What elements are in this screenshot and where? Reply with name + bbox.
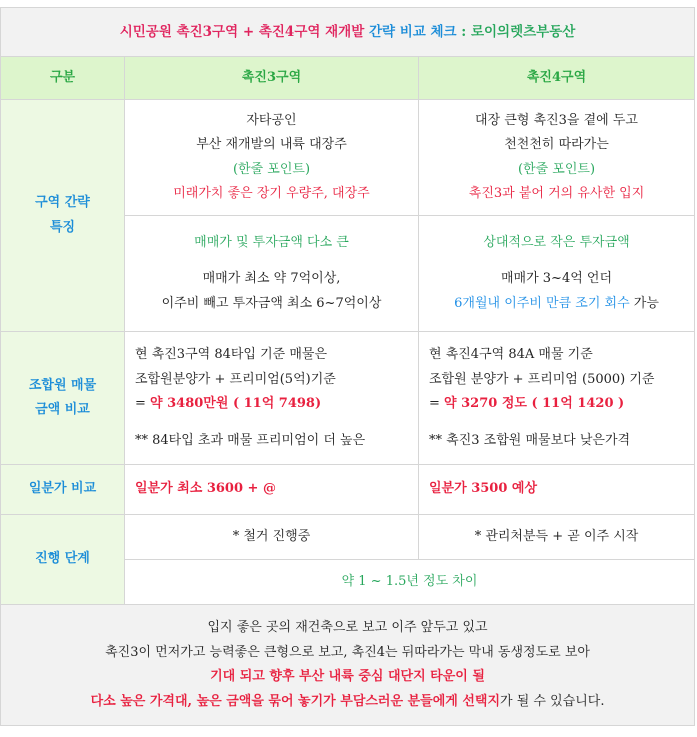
zone4-invest-rest: 가능	[629, 295, 659, 311]
zone3-price-line2: 조합원분양가 + 프리미엄(5억)기준	[135, 371, 336, 387]
zone4-feature-top	[419, 100, 695, 216]
spacer	[125, 255, 418, 267]
zone4-feature-bottom	[419, 216, 695, 332]
zone4-price-note: ** 촉진3 조합원 매물보다 낮은가격	[429, 432, 631, 448]
zone3-price-value: 약 3480만원 ( 11억 7498)	[150, 396, 322, 411]
footer-line3: 기대 되고 향후 부산 내륙 중심 대단지 타운이 될	[210, 669, 485, 684]
row-label-general: 일분가 비교	[1, 465, 125, 515]
title-part2: 간략 비교 체크	[368, 23, 457, 40]
price-label-line1: 조합원 매물	[28, 377, 97, 393]
zone3-feature-bottom	[125, 216, 419, 332]
zone3-invest-line3: 이주비 빼고 투자금액 최소 6~7억이상	[161, 295, 382, 311]
zone4-price	[419, 332, 695, 465]
zone4-invest-line2: 매매가 3~4억 언더	[500, 271, 613, 287]
zone4-price-eq: =	[429, 396, 445, 411]
spacer	[135, 417, 418, 429]
zone3-invest-line2: 매매가 최소 약 7억이상,	[202, 271, 341, 287]
header-zone4: 촉진4구역	[419, 57, 695, 100]
progress-gap: 약 1 ~ 1.5년 정도 차이	[125, 560, 695, 605]
zone3-feature-line2: 부산 재개발의 내륙 대장주	[196, 137, 347, 152]
footer-line4	[1, 690, 694, 715]
zone3-feature-point-label: (한줄 포인트)	[232, 161, 311, 177]
zone4-progress: * 관리처분득 + 곧 이주 시작	[419, 515, 695, 560]
zone4-price-line2: 조합원 분양가 + 프리미엄 (5000) 기준	[429, 371, 655, 387]
zone3-price-eq: =	[135, 396, 151, 411]
table-title	[1, 8, 695, 57]
summary-footer	[1, 605, 695, 726]
zone4-invest-highlight: 6개월내 이주비 만큼 조기 회수	[454, 295, 630, 311]
zone4-feature-line1: 대장 큰형 촉진3을 곁에 두고	[475, 112, 638, 128]
feature-label-line1: 구역 간략	[35, 195, 90, 210]
header-category: 구분	[1, 57, 125, 100]
zone3-general-price: 일분가 최소 3600 + @	[125, 465, 419, 515]
zone4-feature-point: 촉진3과 붙어 거의 유사한 입지	[468, 186, 645, 201]
footer-line2: 촉진3이 먼저가고 능력좋은 큰형으로 보고, 촉진4는 뒤따라가는 막내 동생정도로 보아	[105, 644, 590, 660]
spacer	[419, 255, 694, 267]
zone4-feature-point-label: (한줄 포인트)	[517, 161, 596, 177]
zone3-feature-point: 미래가치 좋은 장기 우량주, 대장주	[173, 186, 370, 201]
zone4-general-price: 일분가 3500 예상	[419, 465, 695, 515]
footer-line4-highlight: 다소 높은 가격대, 높은 금액을 묶어 놓기가 부담스러운 분들에게 선택지	[90, 693, 501, 709]
zone3-progress: * 철거 진행중	[125, 515, 419, 560]
footer-line4-rest: 가 될 수 있습니다.	[500, 693, 605, 709]
zone4-invest-line3	[419, 292, 694, 317]
row-label-feature	[1, 100, 125, 332]
zone3-price	[125, 332, 419, 465]
zone3-price-note: ** 84타입 초과 매물 프리미엄이 더 높은	[135, 432, 366, 448]
zone4-feature-line2: 천천천히 따라가는	[504, 137, 609, 152]
header-zone3: 촉진3구역	[125, 57, 419, 100]
zone4-price-line3	[429, 392, 694, 417]
zone3-feature-top	[125, 100, 419, 216]
footer-line1: 입지 좋은 곳의 재건축으로 보고 이주 앞두고 있고	[207, 620, 488, 635]
title-part3: : 로이의렛츠부동산	[456, 23, 576, 40]
row-label-progress: 진행 단계	[1, 515, 125, 605]
title-part1: 시민공원 촉진3구역 + 촉진4구역 재개발	[119, 23, 369, 40]
price-label-line2: 금액 비교	[35, 402, 90, 417]
zone3-price-line3	[135, 392, 418, 417]
comparison-table	[0, 7, 695, 726]
spacer	[429, 417, 694, 429]
row-label-price	[1, 332, 125, 465]
feature-label-line2: 특징	[49, 219, 76, 235]
zone3-price-line1: 현 촉진3구역 84타입 기준 매물은	[135, 347, 328, 362]
zone3-invest-heading: 매매가 및 투자금액 다소 큰	[194, 234, 349, 250]
zone4-price-value: 약 3270 정도 ( 11억 1420 )	[444, 396, 625, 411]
zone4-invest-heading: 상대적으로 작은 투자금액	[483, 234, 630, 250]
zone3-feature-line1: 자타공인	[246, 112, 297, 128]
zone4-price-line1: 현 촉진4구역 84A 매물 기준	[429, 347, 593, 362]
